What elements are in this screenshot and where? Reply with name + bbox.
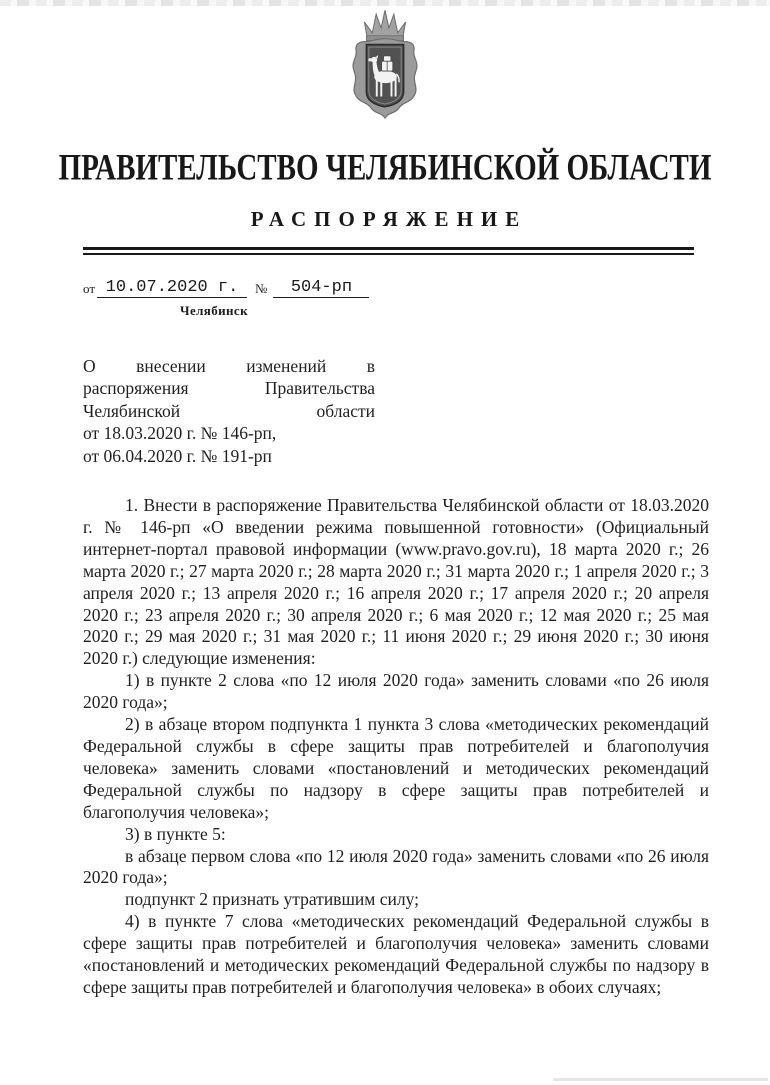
subject-line: от 06.04.2020 г. № 191-рп [83,445,272,466]
number-label: № [255,281,268,296]
paragraph: 1) в пункте 2 слова «по 12 июля 2020 года» заменить словами «по 26 июля 2020 года»; [83,670,709,713]
document-type-title: РАСПОРЯЖЕНИЕ [250,207,528,231]
date-value: 10.07.2020 г. [97,278,247,298]
letterhead-double-rule [83,247,694,255]
paragraph: 4) в пункте 7 слова «методических рекомендаций Федеральной службы в сфере защиты прав потребителей и благополучия человека» заменить словами «постановлений и методических рекомендаций Федеральной службы по надзору в сфере защиты прав потребителей и благополучия человека» в обоих случаях; [83,911,709,997]
paragraph: 1. Внести в распоряжение Правительства Челябинской области от 18.03.2020 г. № 146-рп «О введении режима повышенной готовности» (Официальный интернет-портал правовой информации (www.pravo.gov.ru), 18 марта 2020 г.; 26 марта 2020 г.; 27 марта 2020 г.; 28 марта 2020 г.; 31 марта 2020 г.; 1 апреля 2020 г.; 3 апреля 2020 г.; 13 апреля 2020 г.; 16 апреля 2020 г.; 17 апреля 2020 г.; 20 апреля 2020 г.; 23 апреля 2020 г.; 30 апреля 2020 г.; 6 мая 2020 г.; 12 мая 2020 г.; 25 мая 2020 г.; 29 мая 2020 г.; 31 мая 2020 г.; 11 июня 2020 г.; 29 июня 2020 г.; 30 июня 2020 г.) следующие изменения: [83,495,709,669]
chelyabinsk-oblast-coat-of-arms-icon [336,8,434,136]
scan-artifact-bottom-edge [553,1078,768,1081]
subject-line: Челябинской области [83,400,375,421]
paragraph: подпункт 2 признать утратившим силу; [125,889,419,910]
scan-artifact-top-edge [0,0,770,6]
requisites-row [83,278,369,298]
city-label: Челябинск [180,303,248,318]
paragraph: в абзаце первом слова «по 12 июля 2020 года» заменить словами «по 26 июля 2020 года»; [83,845,709,888]
paragraph: 2) в абзаце втором подпункта 1 пункта 3 слова «методических рекомендаций Федеральной службы в сфере защиты прав потребителей и благополучия человека» заменить словами «постановлений и методических рекомендаций Федеральной службы по надзору в сфере защиты прав потребителей и благополучия человека»; [83,714,709,822]
organization-name: ПРАВИТЕЛЬСТВО ЧЕЛЯБИНСКОЙ ОБЛАСТИ [58,148,712,189]
number-value: 504-рп [273,278,369,298]
document-body [83,495,709,999]
paragraph: 3) в пункте 5: [125,823,226,844]
subject-line: распоряжения Правительства [83,378,375,399]
date-label: от [83,281,96,296]
subject-line: О внесении изменений в [83,356,375,376]
document-subject [83,355,375,467]
subject-line: от 18.03.2020 г. № 146-рп, [83,423,277,444]
